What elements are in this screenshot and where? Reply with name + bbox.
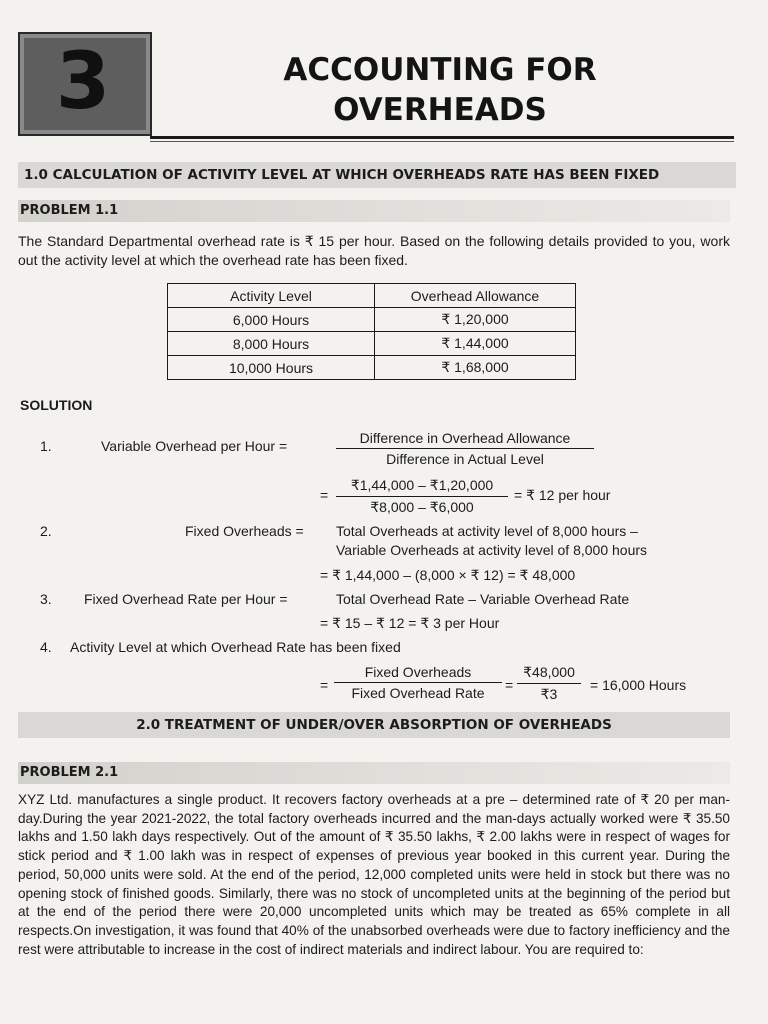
- title-rule-thin: [150, 141, 734, 142]
- equals-sign: =: [320, 487, 329, 503]
- table-cell: 10,000 Hours: [168, 356, 375, 380]
- section-heading-2: 2.0 TREATMENT OF UNDER/OVER ABSORPTION OF OVERHEADS: [18, 712, 730, 738]
- step-line: = ₹ 15 – ₹ 12 = ₹ 3 per Hour: [320, 615, 500, 631]
- step-number: 3.: [40, 591, 52, 607]
- chapter-title: [240, 50, 640, 130]
- fraction-numerator: Fixed Overheads: [334, 664, 502, 683]
- step-number: 1.: [40, 438, 52, 454]
- chapter-title-line1: ACCOUNTING FOR: [283, 52, 597, 88]
- fraction-numerator: Difference in Overhead Allowance: [336, 430, 594, 449]
- fraction-formula: [334, 664, 502, 701]
- chapter-title-line2: OVERHEADS: [333, 92, 547, 128]
- step-number: 2.: [40, 523, 52, 539]
- table-row: [168, 308, 576, 332]
- table-row: [168, 332, 576, 356]
- table-header: Activity Level: [168, 284, 375, 308]
- problem-label-2-1: PROBLEM 2.1: [18, 762, 730, 784]
- table-cell: ₹ 1,44,000: [375, 332, 576, 356]
- chapter-number: 3: [55, 37, 111, 127]
- equals-sign: =: [320, 677, 329, 693]
- table-header-row: [168, 284, 576, 308]
- fraction-denominator: Difference in Actual Level: [386, 451, 544, 467]
- problem-text-2-1: XYZ Ltd. manufactures a single product. It recovers factory overheads at a pre – determined rate of ₹ 20 per man-day.During the year 2021-2022, the total factory overheads incurred and the man-days actually worked were ₹ 35.50 lakhs and 1.50 lakh days respectively. Out of the amount of ₹ 35.50 lakhs, ₹ 2.00 lakhs were in respect of wages for stick period and ₹ 1.00 lakh was in respect of expenses of previous year booked in this current year. During the period, 50,000 units were sold. At the end of the period, 12,000 completed units were held in stock but there was no opening stock of finished goods. Similarly, there was no stock of uncompleted units at the beginning of the period but at the end of the period there were 20,000 uncompleted units which may be treated as 65% complete in all respects.On investigation, it was found that 40% of the unabsorbed overheads were due to factory inefficiency and the rest were attributable to increase in the cost of indirect materials and indirect labour. You are required to:: [18, 792, 730, 957]
- overhead-table: [167, 283, 576, 380]
- step-number: 4.: [40, 639, 52, 655]
- step-line: = ₹ 1,44,000 – (8,000 × ₹ 12) = ₹ 48,000: [320, 567, 576, 583]
- fraction-formula: [336, 430, 594, 467]
- step-line: Variable Overheads at activity level of 8,000 hours: [336, 542, 648, 558]
- table-cell: 8,000 Hours: [168, 332, 375, 356]
- step-label: Fixed Overhead Rate per Hour =: [84, 591, 288, 607]
- step-result: = ₹ 12 per hour: [514, 487, 611, 503]
- step-label: Variable Overhead per Hour =: [101, 438, 288, 454]
- fraction-denominator: Fixed Overhead Rate: [351, 685, 485, 701]
- step-label: Activity Level at which Overhead Rate has been fixed: [70, 639, 401, 655]
- step-line: Total Overheads at activity level of 8,000 hours –: [336, 523, 638, 539]
- table-cell: 6,000 Hours: [168, 308, 375, 332]
- fraction-calculation: [517, 664, 581, 703]
- problem-text-1-1: The Standard Departmental overhead rate is ₹ 15 per hour. Based on the following details provided to you, work out the activity level at which the overhead rate has been fixed.: [18, 233, 730, 268]
- section-heading-1: 1.0 CALCULATION OF ACTIVITY LEVEL AT WHICH OVERHEADS RATE HAS BEEN FIXED: [18, 162, 736, 188]
- step-result: = 16,000 Hours: [590, 677, 687, 693]
- table-header: Overhead Allowance: [375, 284, 576, 308]
- fraction-numerator: ₹48,000: [517, 664, 581, 684]
- fraction-denominator: ₹8,000 – ₹6,000: [370, 499, 474, 515]
- solution-label: SOLUTION: [20, 397, 93, 413]
- equals-sign: =: [505, 677, 514, 693]
- step-line: Total Overhead Rate – Variable Overhead Rate: [336, 591, 630, 607]
- table-row: [168, 356, 576, 380]
- table-cell: ₹ 1,68,000: [375, 356, 576, 380]
- fraction-denominator: ₹3: [540, 686, 558, 702]
- title-rule: [150, 136, 734, 139]
- fraction-calculation: [336, 477, 508, 516]
- table-cell: ₹ 1,20,000: [375, 308, 576, 332]
- fraction-numerator: ₹1,44,000 – ₹1,20,000: [336, 477, 508, 497]
- step-label: Fixed Overheads =: [185, 523, 304, 539]
- problem-label-1-1: PROBLEM 1.1: [18, 200, 730, 222]
